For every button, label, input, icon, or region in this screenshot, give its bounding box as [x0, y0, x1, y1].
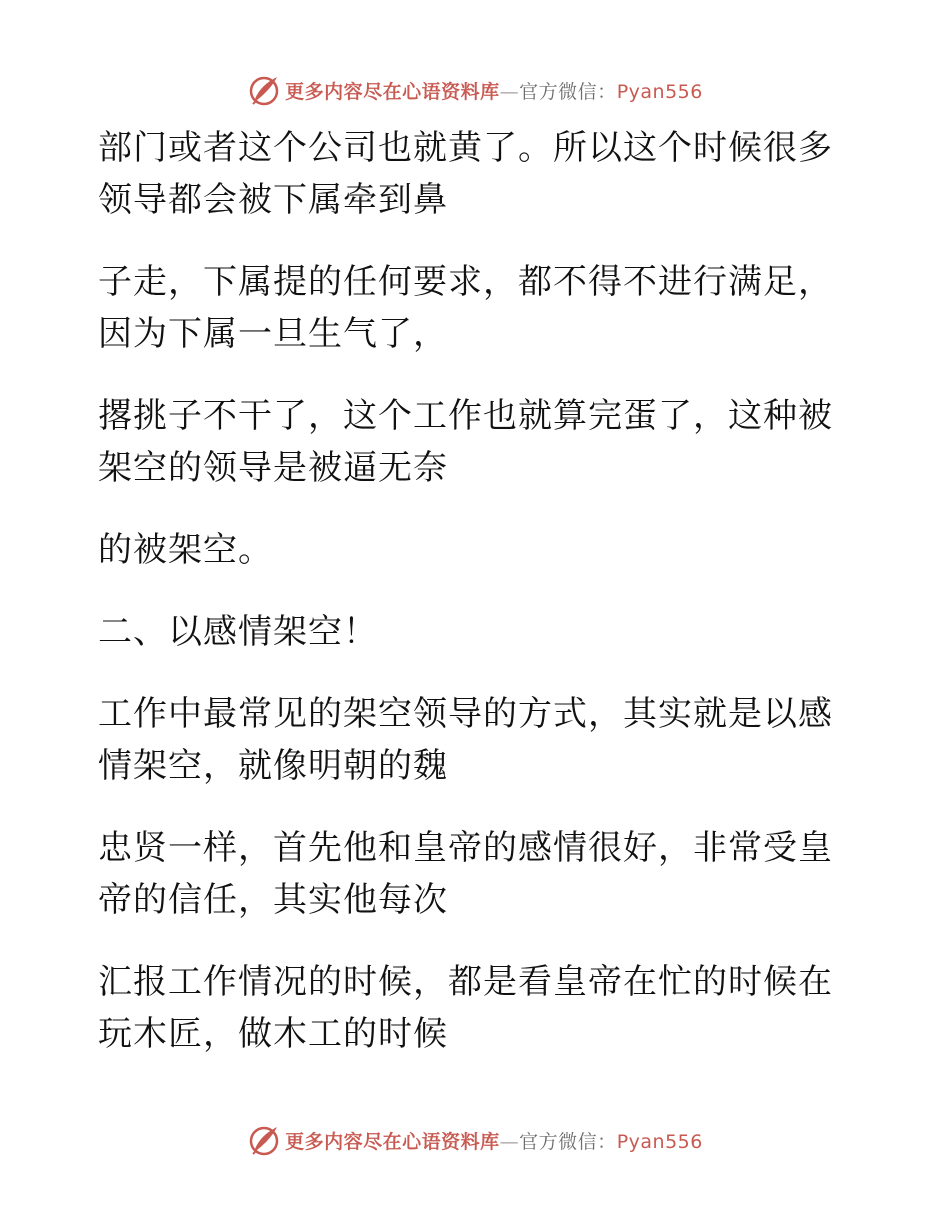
feather-pen-icon [247, 73, 281, 107]
document-body [98, 122, 838, 1090]
paragraph [98, 956, 838, 1060]
watermark-wechat-id: Pyan556 [616, 1130, 703, 1153]
text-line: 二、以感情架空！ [98, 612, 378, 652]
text-line: 部门或者这个公司也就黄了。所以这个时候很多 [98, 128, 833, 168]
feather-pen-icon [247, 1123, 281, 1157]
text-line: 子走，下属提的任何要求，都不得不进行满足， [98, 262, 833, 302]
watermark-brand: 更多内容尽在心语资料库 [285, 1130, 500, 1153]
watermark-official-label: 官方微信： [519, 1130, 617, 1153]
text-line: 的被架空。 [98, 530, 273, 570]
text-line: 工作中最常见的架空领导的方式，其实就是以感 [98, 694, 833, 734]
text-line: 因为下属一旦生气了， [98, 314, 448, 354]
paragraph [98, 688, 838, 792]
watermark-text [285, 1127, 703, 1154]
paragraph [98, 524, 838, 576]
footer-watermark [0, 1120, 950, 1160]
watermark-text [285, 77, 703, 104]
text-line: 玩木匠，做木工的时候 [98, 1014, 448, 1054]
text-line: 架空的领导是被逼无奈 [98, 448, 448, 488]
watermark-separator: — [499, 80, 520, 103]
text-line: 情架空，就像明朝的魏 [98, 746, 448, 786]
paragraph [98, 122, 838, 226]
watermark-brand: 更多内容尽在心语资料库 [285, 80, 500, 103]
watermark-wechat-id: Pyan556 [616, 80, 703, 103]
paragraph [98, 256, 838, 360]
text-line: 忠贤一样，首先他和皇帝的感情很好，非常受皇 [98, 828, 833, 868]
text-line: 领导都会被下属牵到鼻 [98, 180, 448, 220]
watermark-official-label: 官方微信： [519, 80, 617, 103]
text-line: 汇报工作情况的时候，都是看皇帝在忙的时候在 [98, 962, 833, 1002]
watermark-separator: — [499, 1130, 520, 1153]
paragraph [98, 822, 838, 926]
section-heading [98, 606, 838, 658]
header-watermark [0, 70, 950, 110]
text-line: 撂挑子不干了，这个工作也就算完蛋了，这种被 [98, 396, 833, 436]
text-line: 帝的信任，其实他每次 [98, 880, 448, 920]
paragraph [98, 390, 838, 494]
